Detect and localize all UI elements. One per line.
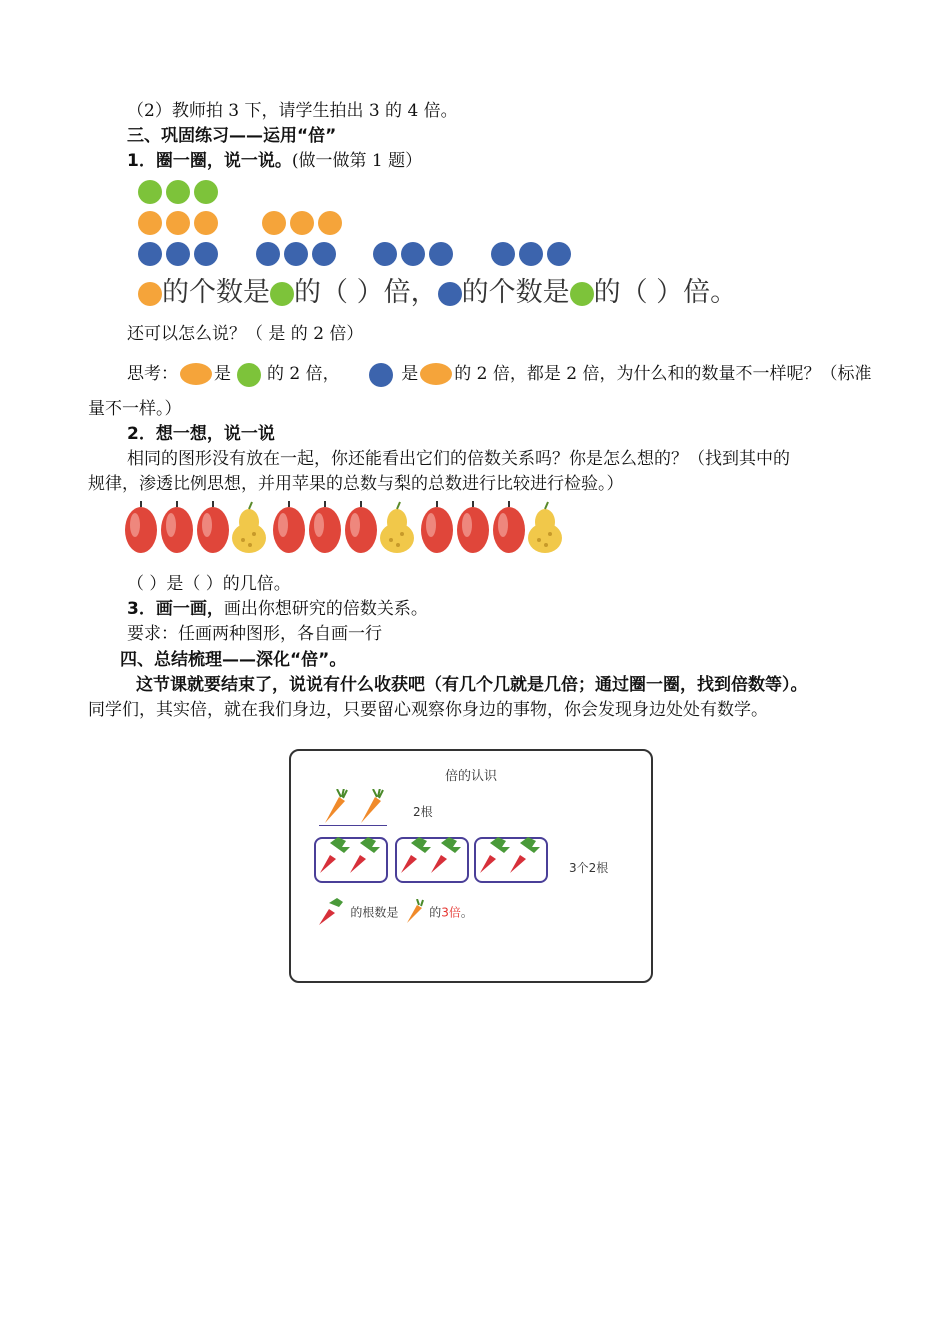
apple-icon bbox=[457, 501, 489, 553]
section-3-heading: 三、巩固练习——运用“倍” bbox=[127, 126, 337, 146]
apple-icon bbox=[493, 501, 525, 553]
step-text: （2）教师拍 3 下，请学生拍出 3 的 4 倍。 bbox=[127, 101, 458, 121]
apple-icon bbox=[309, 501, 341, 553]
concept-card bbox=[289, 749, 653, 983]
exercise-2-text-cont: 规律，渗透比例思想，并用苹果的总数与梨的总数进行比较进行检验。） bbox=[88, 474, 624, 494]
radish-icon bbox=[401, 837, 431, 873]
apple-icon bbox=[197, 501, 229, 553]
think-line: 思考： 是 的 2 倍， 是 的 2 倍，都是 2 倍，为什么和的数量不一样呢？（标准 bbox=[127, 363, 872, 387]
radish-icon bbox=[431, 837, 461, 873]
exercise-2-heading: 2．想一想，说一说 bbox=[127, 424, 275, 444]
apple-icon bbox=[345, 501, 377, 553]
exercise-1-note: (做一做第 1 题） bbox=[291, 151, 423, 171]
summary-text: 这节课就要结束了，说说有什么收获吧（有几个几就是几倍；通过圈一圈，找到倍数等）。 bbox=[136, 675, 808, 695]
carrot-icon bbox=[404, 899, 424, 925]
pear-icon bbox=[380, 502, 414, 553]
exercise-3-heading: 3．画一画，画出你想研究的倍数关系。 bbox=[127, 599, 428, 619]
alternate-question: 还可以怎么说？（ 是 的 2 倍） bbox=[127, 324, 364, 344]
apple-icon bbox=[125, 501, 157, 553]
think-line-end: 量不一样。） bbox=[88, 399, 182, 419]
radish-icon bbox=[350, 837, 380, 873]
blue-row bbox=[138, 242, 601, 266]
apple-icon bbox=[161, 501, 193, 553]
green-dot bbox=[194, 180, 218, 204]
fruit-sequence bbox=[124, 500, 569, 556]
apple-icon bbox=[273, 501, 305, 553]
radish-icon bbox=[317, 897, 345, 927]
exercise-3-requirement: 要求：任画两种图形，各自画一行 bbox=[127, 624, 382, 644]
green-dot bbox=[138, 180, 162, 204]
carrot-icon bbox=[325, 789, 347, 823]
exercise-1-title: 1．圈一圈，说一说。 bbox=[127, 151, 292, 171]
fill-in-sentence: 的个数是 的（ ）倍， 的个数是 的（ ）倍。 bbox=[138, 276, 737, 310]
exercise-2-text: 相同的图形没有放在一起，你还能看出它们的倍数关系吗？你是怎么想的？（找到其中的 bbox=[127, 449, 790, 469]
green-row bbox=[138, 180, 218, 204]
section-4-heading: 四、总结梳理——深化“倍”。 bbox=[120, 650, 347, 670]
radish-count-label: 3个2根 bbox=[569, 861, 609, 875]
radish-icon bbox=[320, 837, 350, 873]
card-sentence: 的根数是 的3倍。 bbox=[317, 897, 473, 927]
radish-row bbox=[314, 835, 554, 883]
pear-icon bbox=[232, 502, 266, 553]
green-dot bbox=[166, 180, 190, 204]
apple-icon bbox=[421, 501, 453, 553]
fruit-question: （ ）是（ ）的几倍。 bbox=[127, 574, 291, 594]
card-title: 倍的认识 bbox=[444, 769, 497, 784]
carrot-icon bbox=[361, 789, 383, 823]
closing-text: 同学们，其实倍，就在我们身边，只要留心观察你身边的事物，你会发现身边处处有数学。 bbox=[88, 700, 768, 720]
carrot-underline bbox=[319, 825, 387, 826]
radish-icon bbox=[480, 837, 510, 873]
exercise-1-heading bbox=[127, 150, 422, 172]
radish-icon bbox=[510, 837, 540, 873]
carrot-pair bbox=[317, 789, 387, 829]
orange-row bbox=[138, 211, 372, 235]
carrot-count-label: 2根 bbox=[413, 805, 433, 819]
pear-icon bbox=[528, 502, 562, 553]
